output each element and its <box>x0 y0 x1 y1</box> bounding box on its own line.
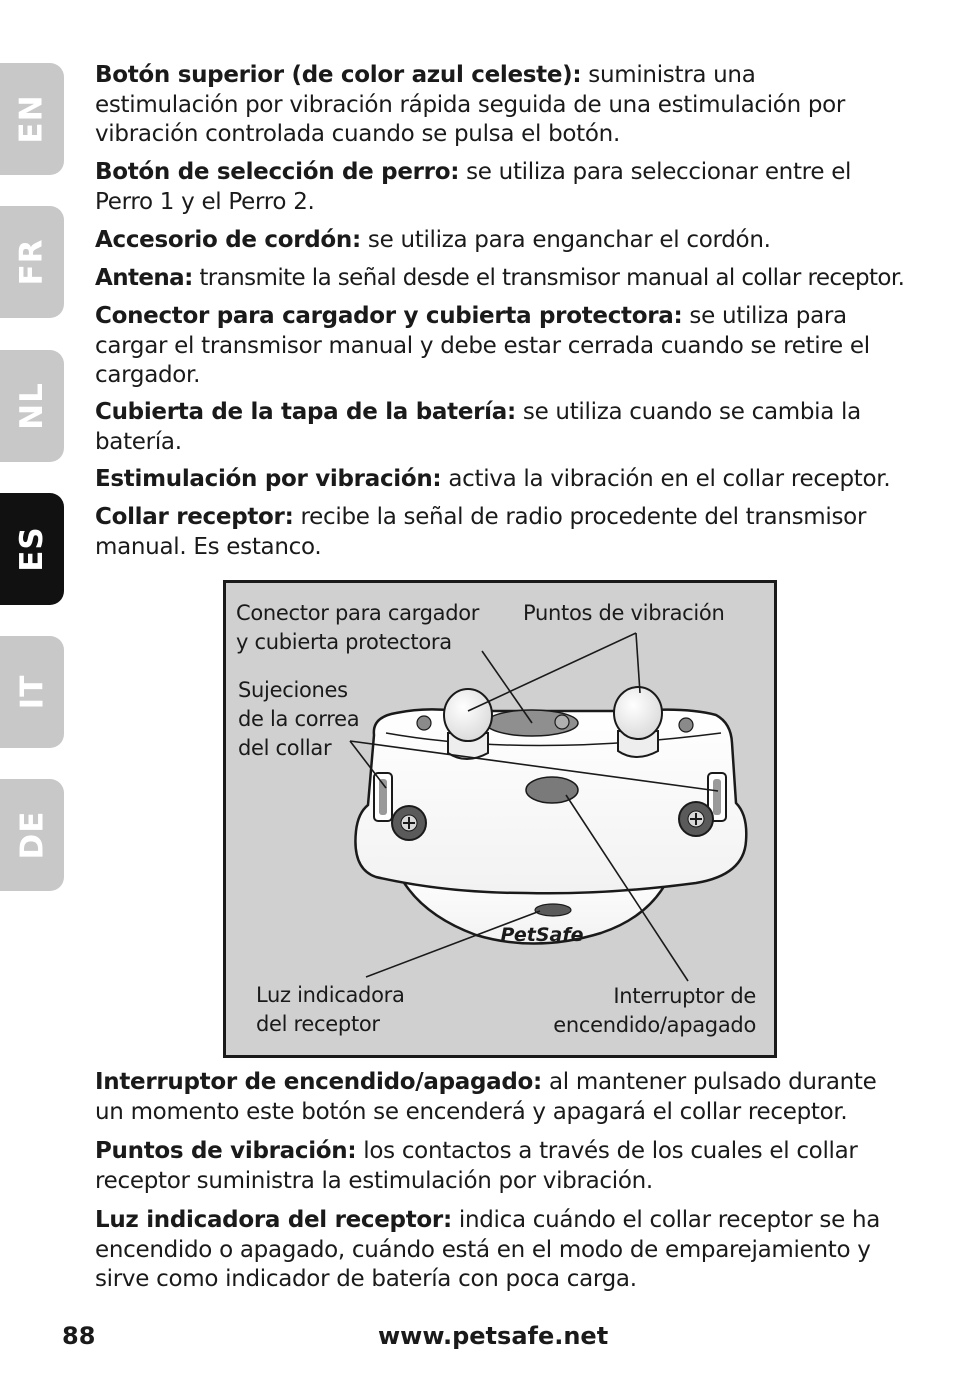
definition-text: suministra una estimulación por vibración rápida seguida de una estimulación por vibración controlada cuando se pulsa el botón. <box>95 62 846 147</box>
definition-term: Cubierta de la tapa de la batería: <box>95 399 516 425</box>
label-charger-connector <box>236 599 479 657</box>
definition-term: Botón de selección de perro: <box>95 159 460 185</box>
tab-label: ES <box>13 526 50 572</box>
tab-en[interactable] <box>0 63 64 175</box>
definition <box>95 1137 875 1196</box>
tab-label: NL <box>13 382 50 430</box>
label-power-switch <box>553 982 756 1040</box>
definition-term: Collar receptor: <box>95 504 294 530</box>
definition-term: Conector para cargador y cubierta protectora: <box>95 303 683 329</box>
definition-text: se utiliza para enganchar el cordón. <box>367 227 771 253</box>
label-strap-fasteners <box>238 676 359 763</box>
tab-label: EN <box>14 94 50 144</box>
tab-it[interactable] <box>0 636 64 748</box>
label-line: y cubierta protectora <box>236 630 452 654</box>
label-line: Sujeciones <box>238 678 348 702</box>
definition-text: se utiliza para seleccionar entre el Perro 1 y el Perro 2. <box>95 159 852 215</box>
definition-text: indica cuándo el collar receptor se ha encendido o apagado, cuándo está en el modo de emparejamiento y sirve como indicador de batería con poca carga. <box>95 1207 881 1292</box>
label-line: encendido/apagado <box>553 1013 756 1037</box>
tab-nl[interactable] <box>0 350 64 462</box>
definition <box>95 398 875 457</box>
label-line: del receptor <box>256 1012 380 1036</box>
language-tabs <box>0 0 64 1400</box>
definition-term: Antena: <box>95 265 193 291</box>
tab-label: IT <box>14 674 50 710</box>
label-line: Conector para cargador <box>236 601 480 625</box>
definition <box>95 302 895 391</box>
label-line: Interruptor de <box>613 984 756 1008</box>
definition-term: Interruptor de encendido/apagado: <box>95 1069 542 1095</box>
definition-term: Accesorio de cordón: <box>95 227 361 253</box>
tab-es[interactable] <box>0 493 64 605</box>
definition <box>95 226 895 256</box>
definition <box>95 61 895 150</box>
brand-logo: PetSafe <box>500 924 584 946</box>
definition <box>95 465 895 495</box>
definition-term: Puntos de vibración: <box>95 1138 357 1164</box>
label-line: Puntos de vibración <box>523 601 725 625</box>
definition-term: Luz indicadora del receptor: <box>95 1207 452 1233</box>
footer-url[interactable]: www.petsafe.net <box>378 1322 609 1350</box>
definition-term: Botón superior (de color azul celeste): <box>95 62 582 88</box>
label-vibration-points <box>523 599 724 628</box>
definition-text: se utiliza para cargar el transmisor manual y debe estar cerrada cuando se retire el cargador. <box>95 303 870 388</box>
page-number: 88 <box>62 1322 96 1350</box>
label-line: del collar <box>238 736 332 760</box>
definition-term: Estimulación por vibración: <box>95 466 442 492</box>
definition-text: al mantener pulsado durante un momento este botón se encenderá y apagará el collar receptor. <box>95 1069 877 1125</box>
definition <box>95 264 915 294</box>
definition <box>95 503 895 562</box>
tab-label: DE <box>13 810 50 860</box>
definition <box>95 1068 895 1127</box>
tab-de[interactable] <box>0 779 64 891</box>
collar-receiver-diagram <box>223 580 777 1058</box>
label-line: Luz indicadora <box>256 983 405 1007</box>
definition-text: se utiliza cuando se cambia la batería. <box>95 399 861 455</box>
definition-text: los contactos a través de los cuales el collar receptor suministra la estimulación por vibración. <box>95 1138 858 1194</box>
definition-text: transmite la señal desde el transmisor manual al collar receptor. <box>199 265 905 291</box>
label-indicator-light <box>256 981 405 1039</box>
label-line: de la correa <box>238 707 360 731</box>
tab-label: FR <box>13 238 50 286</box>
tab-fr[interactable] <box>0 206 64 318</box>
definition <box>95 1206 895 1295</box>
definition-text: activa la vibración en el collar receptor. <box>448 466 891 492</box>
definition-text: recibe la señal de radio procedente del transmisor manual. Es estanco. <box>95 504 867 560</box>
definition <box>95 158 895 217</box>
